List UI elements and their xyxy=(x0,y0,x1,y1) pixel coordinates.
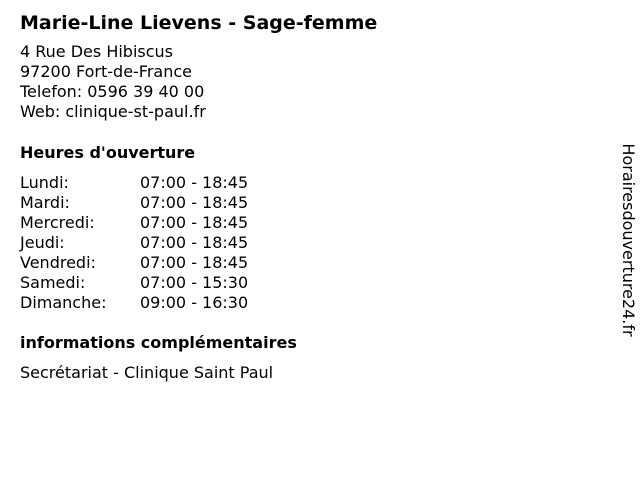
hours-time: 09:00 - 16:30 xyxy=(140,293,249,312)
hours-row xyxy=(20,233,600,253)
street-address: 4 Rue Des Hibiscus xyxy=(20,42,174,61)
hours-table xyxy=(20,173,600,313)
hours-day: Lundi: xyxy=(20,173,69,192)
contact-block xyxy=(20,42,600,122)
hours-row xyxy=(20,213,600,233)
hours-time: 07:00 - 18:45 xyxy=(140,213,249,232)
hours-row xyxy=(20,173,600,193)
hours-day: Vendredi: xyxy=(20,253,96,272)
city-line: 97200 Fort-de-France xyxy=(20,62,193,81)
business-name: Marie-Line Lievens - Sage-femme xyxy=(20,12,378,34)
hours-time: 07:00 - 18:45 xyxy=(140,253,249,272)
hours-time: 07:00 - 18:45 xyxy=(140,193,249,212)
business-card xyxy=(20,10,600,383)
hours-row xyxy=(20,293,600,313)
phone-line: Telefon: 0596 39 40 00 xyxy=(20,82,205,101)
info-text: Secrétariat - Clinique Saint Paul xyxy=(20,363,274,382)
hours-day: Samedi: xyxy=(20,273,86,292)
hours-row xyxy=(20,273,600,293)
hours-row xyxy=(20,193,600,213)
hours-day: Dimanche: xyxy=(20,293,107,312)
website-line: Web: clinique-st-paul.fr xyxy=(20,102,206,121)
info-heading: informations complémentaires xyxy=(20,333,297,352)
hours-day: Mardi: xyxy=(20,193,70,212)
hours-time: 07:00 - 15:30 xyxy=(140,273,249,292)
site-watermark: Horairesdouverture24.fr xyxy=(619,143,638,337)
hours-day: Jeudi: xyxy=(20,233,65,252)
hours-time: 07:00 - 18:45 xyxy=(140,173,249,192)
hours-time: 07:00 - 18:45 xyxy=(140,233,249,252)
hours-heading: Heures d'ouverture xyxy=(20,143,196,162)
hours-row xyxy=(20,253,600,273)
hours-day: Mercredi: xyxy=(20,213,95,232)
